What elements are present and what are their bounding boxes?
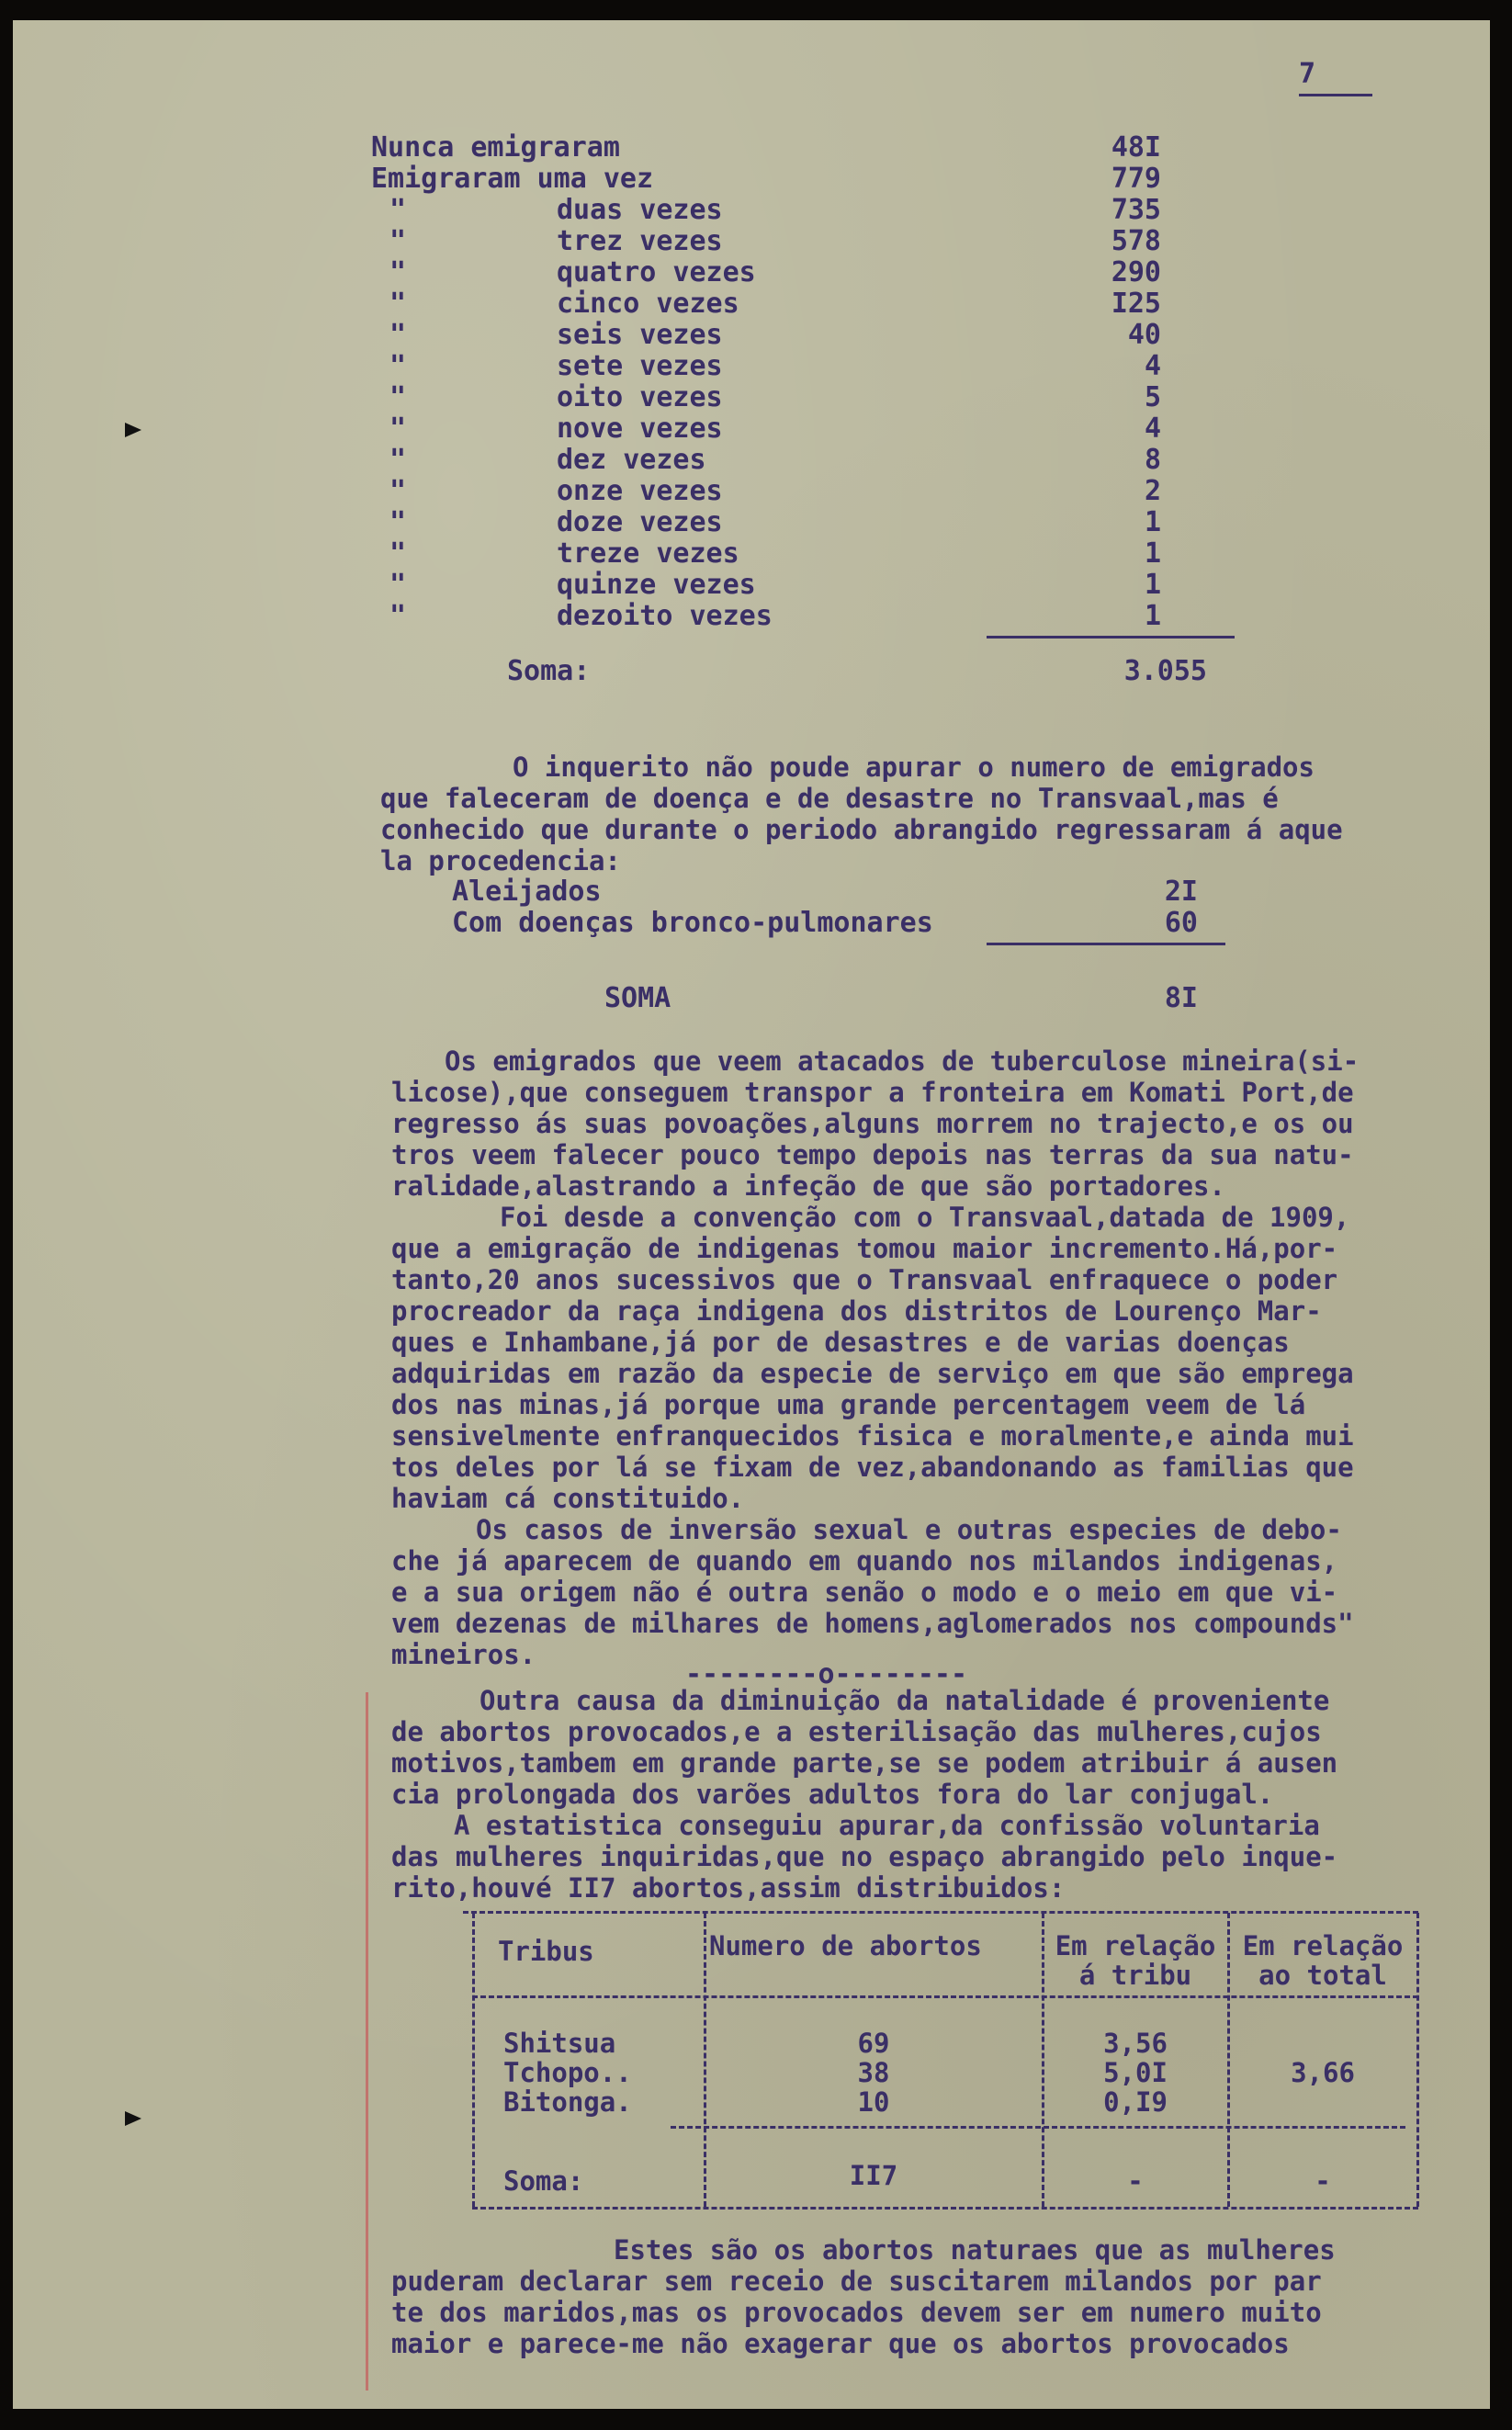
- text-line: puderam declarar sem receio de suscitarem milandos por par: [391, 2266, 1322, 2297]
- text-line: ques e Inhambane,já por de desastres e de varias doenças: [391, 1327, 1290, 1358]
- text-line: vem dezenas de milhares de homens,aglomerados nos compounds": [391, 1608, 1354, 1639]
- tribe-pct: 0,I9: [1103, 2086, 1168, 2118]
- binding-mark: [125, 2111, 141, 2126]
- text-line: Outra causa da diminuição da natalidade é proveniente: [480, 1685, 1330, 1716]
- table-sum-rule: [671, 2126, 1405, 2129]
- row-label: quatro vezes: [557, 256, 756, 288]
- table-col-rule: [1042, 1913, 1044, 2207]
- row-label: Emigraram uma vez: [371, 163, 654, 195]
- total-value: 3.055: [1123, 655, 1207, 687]
- table-col-rule: [704, 1913, 706, 2207]
- binding-mark: [125, 423, 141, 437]
- text-line: que faleceram de doença e de desastre no Transvaal,mas é: [380, 783, 1279, 814]
- table-col-rule: [1416, 1913, 1419, 2207]
- total-label: Soma:: [507, 655, 591, 687]
- text-line: Os emigrados que veem atacados de tuberculose mineira(si-: [445, 1045, 1360, 1077]
- column-header-abortos: Numero de abortos: [709, 1930, 982, 1961]
- text-line: maior e parece-me não exagerar que os abortos provocados: [391, 2328, 1290, 2359]
- row-label: trez vezes: [557, 225, 723, 257]
- text-line: regresso ás suas povoações,alguns morrem no trajecto,e os ou: [391, 1108, 1354, 1139]
- text-line: rito,houvé II7 abortos,assim distribuidos:: [391, 1872, 1066, 1904]
- total-value: 8I: [1164, 982, 1198, 1014]
- tribe-name: Tchopo..: [503, 2057, 632, 2088]
- ditto-mark: ": [389, 319, 407, 351]
- ditto-mark: ": [389, 569, 407, 601]
- ditto-mark: ": [389, 537, 407, 570]
- row-label: dez vezes: [557, 444, 706, 476]
- abortion-count: 38: [857, 2057, 890, 2088]
- text-line: adquiridas em razão da especie de serviço em que são emprega: [391, 1358, 1354, 1389]
- text-line: te dos maridos,mas os provocados devem ser em numero muito: [391, 2297, 1322, 2328]
- text-line: mineiros.: [391, 1639, 536, 1670]
- ditto-mark: ": [389, 506, 407, 538]
- row-value: 735: [1111, 194, 1161, 226]
- ditto-mark: ": [389, 600, 407, 632]
- text-line: tros veem falecer pouco tempo depois nas terras da sua natu-: [391, 1139, 1354, 1170]
- ditto-mark: ": [389, 413, 407, 445]
- row-value: 8: [1144, 444, 1161, 476]
- ditto-mark: ": [389, 444, 407, 476]
- text-line: motivos,tambem em grande parte,se se podem atribuir á ausen: [391, 1747, 1338, 1779]
- ditto-mark: ": [389, 225, 407, 257]
- row-label: oito vezes: [557, 381, 723, 413]
- page-number: 7: [1299, 58, 1316, 90]
- total-label: SOMA: [604, 982, 671, 1014]
- row-label: cinco vezes: [557, 288, 739, 320]
- ditto-mark: ": [389, 288, 407, 320]
- row-label: quinze vezes: [557, 569, 756, 601]
- table-total-total-pct: -: [1315, 2165, 1331, 2197]
- abortion-count: 10: [857, 2086, 890, 2118]
- row-value: 1: [1144, 569, 1161, 601]
- table-total-label: Soma:: [503, 2165, 584, 2197]
- tribe-pct: 5,0I: [1103, 2057, 1168, 2088]
- row-value: 1: [1144, 600, 1161, 632]
- sum-rule: [987, 943, 1225, 945]
- tribe-name: Bitonga.: [503, 2086, 632, 2118]
- text-line: e a sua origem não é outra senão o modo e o meio em que vi-: [391, 1577, 1338, 1608]
- ditto-mark: ": [389, 475, 407, 507]
- row-label: duas vezes: [557, 194, 723, 226]
- ditto-mark: ": [389, 194, 407, 226]
- text-line: procreador da raça indigena dos distritos de Lourenço Mar-: [391, 1295, 1322, 1327]
- ditto-mark: ": [389, 256, 407, 288]
- text-line: O inquerito não poude apurar o numero de emigrados: [513, 752, 1315, 783]
- text-line: cia prolongada dos varões adultos fora do lar conjugal.: [391, 1779, 1274, 1810]
- ditto-mark: ": [389, 350, 407, 382]
- text-line: de abortos provocados,e a esterilisação das mulheres,cujos: [391, 1716, 1322, 1747]
- text-line: das mulheres inquiridas,que no espaço abrangido pelo inque-: [391, 1841, 1338, 1872]
- text-line: tos deles por lá se fixam de vez,abandonando as familias que: [391, 1452, 1354, 1483]
- text-line: dos nas minas,já porque uma grande percentagem veem de lá: [391, 1389, 1306, 1420]
- text-line: A estatistica conseguiu apurar,da confissão voluntaria: [454, 1810, 1320, 1841]
- abortion-count: 69: [857, 2028, 890, 2059]
- ditto-mark: ": [389, 381, 407, 413]
- row-value: I25: [1111, 288, 1161, 320]
- row-label: dezoito vezes: [557, 600, 773, 632]
- row-label: sete vezes: [557, 350, 723, 382]
- text-line: Foi desde a convenção com o Transvaal,datada de 1909,: [500, 1202, 1350, 1233]
- table-bottom-rule: [472, 2207, 1418, 2210]
- table-col-rule: [1227, 1913, 1230, 2207]
- table-total-count: II7: [849, 2160, 898, 2191]
- row-value: 290: [1111, 256, 1161, 288]
- page-number-underline: [1299, 94, 1372, 96]
- row-value: 2I: [1164, 876, 1198, 908]
- row-value: 40: [1127, 319, 1161, 351]
- row-label: treze vezes: [557, 537, 739, 570]
- text-line: tanto,20 anos sucessivos que o Transvaal enfraquece o poder: [391, 1264, 1338, 1295]
- row-value: 60: [1164, 907, 1198, 939]
- column-header-total-pct: Em relação ao total: [1242, 1930, 1404, 1991]
- tribe-name: Shitsua: [503, 2028, 616, 2059]
- text-line: Os casos de inversão sexual e outras especies de debo-: [476, 1514, 1342, 1545]
- margin-red-line: [366, 1692, 368, 2390]
- row-label: onze vezes: [557, 475, 723, 507]
- text-line: conhecido que durante o periodo abrangido regressaram á aque: [380, 814, 1343, 845]
- row-value: 4: [1144, 350, 1161, 382]
- column-header-tribus: Tribus: [498, 1936, 594, 1967]
- text-line: ralidade,alastrando a infeção de que são portadores.: [391, 1170, 1225, 1202]
- row-value: 1: [1144, 506, 1161, 538]
- document-page: [13, 20, 1490, 2409]
- row-label: Com doenças bronco-pulmonares: [452, 907, 933, 939]
- row-value: 5: [1144, 381, 1161, 413]
- section-separator: --------o--------: [685, 1658, 968, 1690]
- text-line: la procedencia:: [380, 845, 621, 876]
- table-header-rule: [472, 1995, 1418, 1998]
- tribe-pct: 3,56: [1103, 2028, 1168, 2059]
- row-label: nove vezes: [557, 413, 723, 445]
- sum-rule: [987, 636, 1235, 639]
- text-line: que a emigração de indigenas tomou maior incremento.Há,por-: [391, 1233, 1338, 1264]
- row-value: 4: [1144, 413, 1161, 445]
- row-value: 779: [1111, 163, 1161, 195]
- total-pct: 3,66: [1291, 2057, 1355, 2088]
- text-line: che já aparecem de quando em quando nos milandos indigenas,: [391, 1545, 1338, 1577]
- row-label: Aleijados: [452, 876, 602, 908]
- row-value: 48I: [1111, 131, 1161, 164]
- column-header-tribu-pct: Em relação á tribu: [1055, 1930, 1216, 1991]
- table-top-rule: [463, 1911, 1418, 1914]
- row-label: seis vezes: [557, 319, 723, 351]
- text-line: sensivelmente enfranquecidos fisica e moralmente,e ainda mui: [391, 1420, 1354, 1452]
- row-label: doze vezes: [557, 506, 723, 538]
- row-value: 578: [1111, 225, 1161, 257]
- table-col-rule: [472, 1913, 475, 2207]
- row-value: 1: [1144, 537, 1161, 570]
- text-line: haviam cá constituido.: [391, 1483, 745, 1514]
- row-label: Nunca emigraram: [371, 131, 620, 164]
- row-value: 2: [1144, 475, 1161, 507]
- text-line: Estes são os abortos naturaes que as mulheres: [614, 2234, 1336, 2266]
- table-total-tribe-pct: -: [1127, 2165, 1144, 2197]
- text-line: licose),que conseguem transpor a fronteira em Komati Port,de: [391, 1077, 1354, 1108]
